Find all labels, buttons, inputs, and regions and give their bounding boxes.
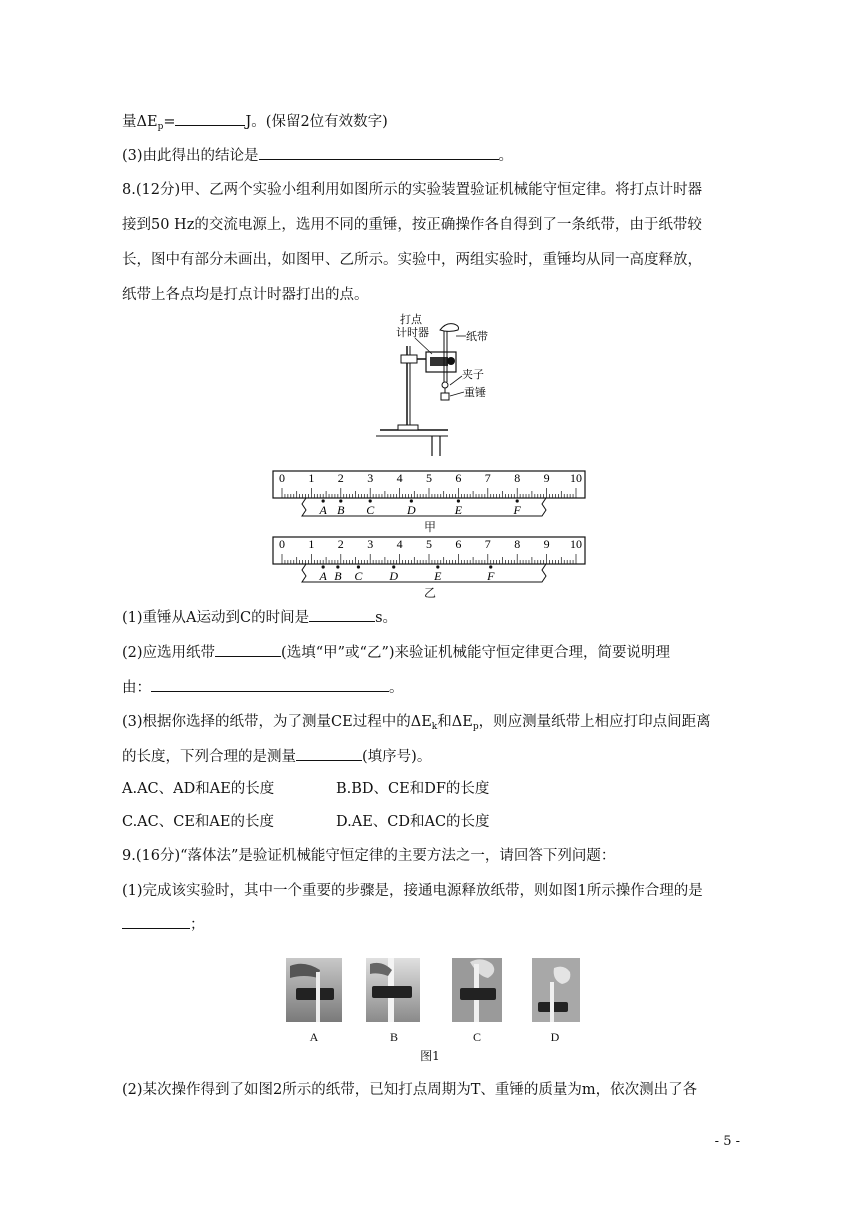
ruler-tick-label: 7 [484, 471, 491, 485]
photo-label-a: A [309, 1030, 319, 1044]
photo-label-d: D [550, 1030, 560, 1044]
tape-point-label: B [337, 503, 345, 517]
label-clip: 夹子 [462, 368, 484, 381]
q8-sub1: (1)重锤从A运动到C的时间是 s。 [122, 607, 397, 628]
figure1-photos [286, 958, 586, 1024]
ruler-yi-caption: 乙 [423, 586, 436, 600]
photo-a [286, 958, 342, 1022]
ruler-tick-label: 4 [396, 471, 403, 485]
tape-point-label: E [434, 569, 442, 583]
q8-sub2-reason: 由： 。 [122, 677, 404, 698]
ruler-tick-label: 2 [337, 471, 344, 485]
ruler-tick-label: 8 [514, 537, 521, 551]
apparatus-diagram [370, 308, 490, 456]
option-a: A.AC、AD和AE的长度 [122, 781, 275, 797]
answer-blank[interactable] [151, 677, 389, 692]
photo-label-b: B [389, 1030, 398, 1044]
timer-core [430, 357, 448, 366]
timer-coil [447, 357, 455, 365]
photo-d [532, 958, 580, 1022]
tape-point-label: E [454, 503, 463, 517]
q8-stem-line-3: 长，图中有部分未画出，如图甲、乙所示。实验中，两组实验时，重锤均从同一高度释放， [122, 252, 702, 268]
ruler-tick-label: 10 [570, 537, 582, 551]
label-timer: 计时器 [396, 326, 429, 339]
ruler-jia-caption: 甲 [423, 520, 436, 534]
ruler-tick-label: 7 [484, 537, 491, 551]
q8-sub3-cont: 的长度，下列合理的是测量 (填序号)。 [122, 746, 431, 767]
answer-blank[interactable] [309, 607, 375, 622]
q8-sub3: (3)根据你选择的纸带，为了测量CE过程中的$\Delta E_k$和$\Delta E_p$，则应测量纸带上相应打印点间距离 [122, 714, 711, 732]
ruler-tick-label: 10 [570, 471, 582, 485]
q9-sub1: (1)完成该实验时，其中一个重要的步骤是，接通电源释放纸带，则如图1所示操作合理的是 [122, 883, 703, 899]
q8-sub2: (2)应选用纸带 (选填“甲”或“乙”)来验证机械能守恒定律更合理，简要说明理 [122, 642, 670, 663]
answer-blank[interactable] [175, 111, 245, 126]
figure1-caption: 图1 [420, 1049, 440, 1063]
tape-point-label: C [354, 569, 363, 583]
q7-conclusion-line: (3)由此得出的结论是 。 [122, 145, 513, 166]
ruler-tick-label: 4 [396, 537, 403, 551]
ruler-tick-label: 1 [308, 471, 315, 485]
q9-sub1-cont: ； [122, 914, 205, 935]
ruler-tick-label: 6 [455, 471, 462, 485]
answer-blank[interactable] [296, 746, 362, 761]
ruler-tick-label: 9 [543, 537, 550, 551]
tape-point-label: F [513, 503, 521, 517]
photo-label-c: C [472, 1030, 481, 1044]
label-tape: 纸带 [466, 330, 488, 343]
ruler-tick-label: 6 [455, 537, 462, 551]
ruler-tick-label: 8 [514, 471, 521, 485]
label-timer: 打点 [400, 313, 422, 326]
answer-blank[interactable] [259, 145, 499, 160]
stand-base [398, 425, 418, 430]
tape-point-label: B [334, 569, 342, 583]
q9-stem: 9.(16分)“落体法”是验证机械能守恒定律的主要方法之一，请回答下列问题： [122, 848, 616, 864]
answer-blank[interactable] [122, 914, 190, 929]
tape-point-label: D [407, 503, 416, 517]
q9-sub2: (2)某次操作得到了如图2所示的纸带，已知打点周期为T、重锤的质量为m，依次测出了各 [122, 1082, 698, 1098]
label-weight: 重锤 [464, 386, 486, 399]
weight-icon [441, 393, 449, 400]
q7-energy-line: 量$\Delta E_p= J$。(保留2位有效数字) [122, 111, 388, 137]
ruler-tick-label: 1 [308, 537, 315, 551]
clip-icon [442, 382, 448, 388]
answer-blank[interactable] [215, 642, 281, 657]
tape-point-label: D [389, 569, 399, 583]
q8-stem-line-2: 接到50 Hz的交流电源上，选用不同的重锤，按正确操作各自得到了一条纸带，由于纸带较 [122, 217, 702, 233]
q8-stem-line-4: 纸带上各点均是打点计时器打出的点。 [122, 287, 369, 303]
page-number: - 5 - [714, 1134, 740, 1149]
ruler-tick-label: 3 [367, 537, 374, 551]
ruler-tick-label: 5 [426, 537, 432, 551]
photo-b [366, 958, 420, 1022]
hand-icon [440, 324, 459, 332]
ruler-tick-label: 2 [337, 537, 344, 551]
tape-point-label: A [319, 569, 327, 583]
q8-stem-line-1: 8.(12分)甲、乙两个实验小组利用如图所示的实验装置验证机械能守恒定律。将打点计时器 [122, 182, 703, 198]
ruler-tick-label: 5 [426, 471, 432, 485]
ruler-tick-label: 0 [279, 471, 285, 485]
photo-c [452, 958, 502, 1022]
tape-point-label: F [487, 569, 495, 583]
tape-point-label: A [319, 503, 327, 517]
stand-clamp [401, 355, 417, 363]
ruler-tick-label: 0 [279, 537, 285, 551]
tape-point-label: C [366, 503, 375, 517]
ruler-tick-label: 9 [543, 471, 550, 485]
option-b: B.BD、CE和DF的长度 [336, 781, 490, 797]
ruler-tick-label: 3 [367, 471, 374, 485]
option-c: C.AC、CE和AE的长度 [122, 814, 274, 830]
option-d: D.AE、CD和AC的长度 [336, 814, 490, 830]
